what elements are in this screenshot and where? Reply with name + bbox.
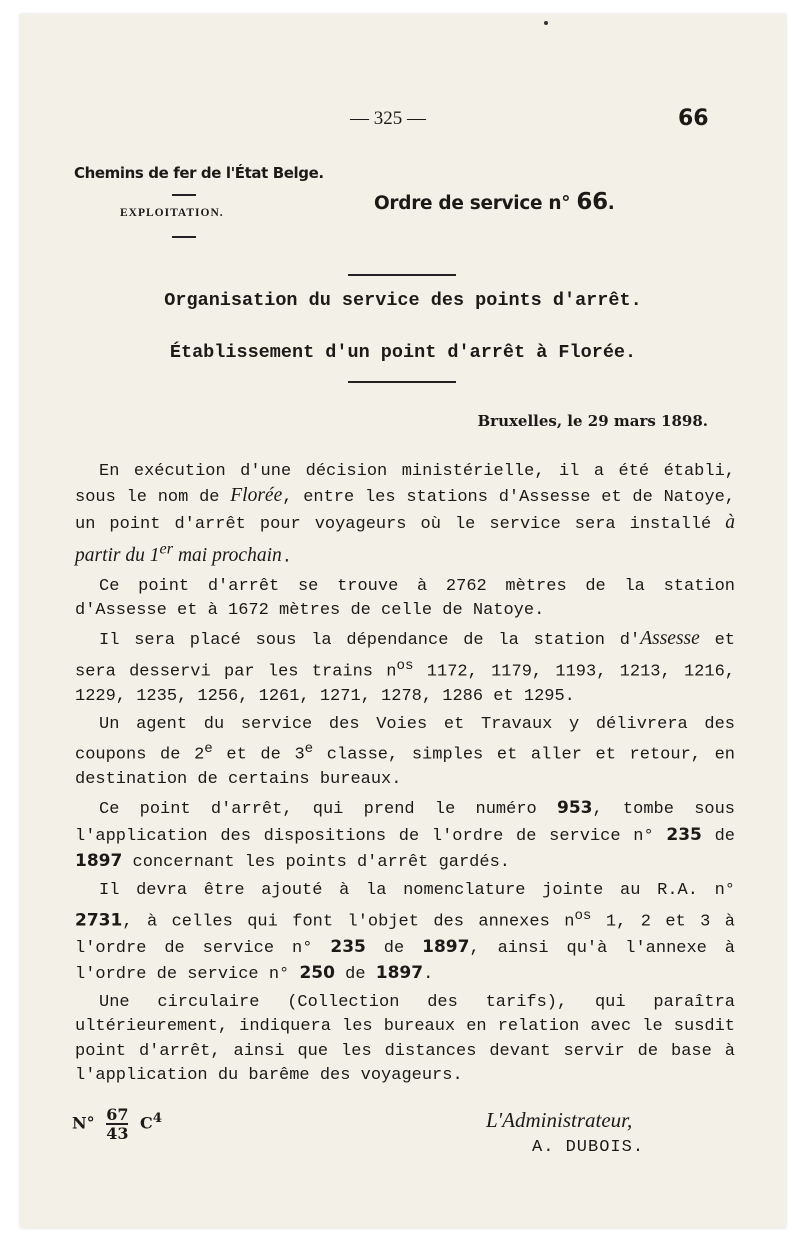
- bold-number: 953: [556, 798, 593, 819]
- paragraph: [75, 713, 735, 793]
- signature-title: L'Administrateur,: [486, 1108, 633, 1132]
- document-body: [75, 460, 735, 1092]
- text-run: , ainsi qu'à l'annexe à l'ordre de service n°: [75, 938, 736, 984]
- title-rule-top: [348, 274, 456, 276]
- bold-number: 1897: [375, 962, 424, 983]
- place-name: Florée: [230, 485, 283, 507]
- text-run: Il devra être ajouté à la nomenclature jointe au R.A. n°: [99, 881, 735, 901]
- place-name: Assesse: [640, 628, 700, 650]
- order-heading: [374, 189, 615, 215]
- railway-name: Chemins de fer de l'État Belge.: [74, 164, 324, 182]
- bold-number: 235: [330, 936, 366, 957]
- text-run: à partir du 1: [75, 511, 735, 567]
- text-run: et de 3: [212, 745, 305, 765]
- text-run: , entre les stations d'Assesse et de Natoye, un point d'arrêt pour voyageurs où le service sera installé: [75, 488, 735, 534]
- paragraph: [75, 796, 735, 875]
- superscript: os: [396, 657, 414, 674]
- number-label: N°: [72, 1113, 95, 1133]
- title-line-1: Organisation du service des points d'arrêt.: [164, 290, 642, 311]
- text-run: de: [701, 826, 736, 846]
- paragraph: Une circulaire (Collection des tarifs), qui paraîtra ultérieurement, indiquera les bureaux en relation avec le susdit point d'arrêt, ainsi que les distances devant servir de base à l'application du barême des voyageurs.: [75, 993, 735, 1085]
- order-prefix: Ordre de service n°: [374, 193, 571, 214]
- text-run: Il sera placé sous la dépendance de la station d': [99, 631, 641, 651]
- text-run: 1172, 1179, 1193, 1213, 1216, 1229, 1235, 1256, 1261, 1271, 1278, 1286 et 1295.: [75, 662, 735, 706]
- text-run: mai prochain: [173, 545, 282, 567]
- bold-number: 1897: [75, 850, 123, 871]
- bold-number: 1897: [422, 936, 470, 957]
- ink-speck: [544, 21, 548, 25]
- page-number: — 325 —: [350, 108, 426, 129]
- text-run: Un agent du service des Voies et Travaux y délivrera des coupons de 2: [75, 714, 735, 765]
- document-page: [20, 14, 786, 1228]
- text-run: .: [281, 548, 292, 568]
- superscript: 4: [152, 1110, 163, 1127]
- reference-number: [72, 1106, 162, 1142]
- divider: [172, 194, 196, 196]
- bold-number: 2731: [75, 910, 123, 931]
- order-number: 66: [576, 189, 608, 215]
- signature-name: A. DUBOIS.: [532, 1138, 645, 1157]
- document-number: 66: [678, 106, 709, 131]
- text-run: de: [334, 964, 376, 984]
- superscript: er: [159, 539, 174, 558]
- department-label: EXPLOITATION.: [120, 207, 224, 219]
- dateline: Bruxelles, le 29 mars 1898.: [477, 412, 708, 430]
- text-run: 1, 2 et 3 à l'ordre de service n°: [75, 912, 735, 958]
- superscript: os: [574, 907, 592, 924]
- title-rule-bottom: [348, 381, 456, 383]
- text-run: En exécution d'une décision ministérielle, il a été établi, sous le nom de: [75, 462, 735, 508]
- text-run: classe, simples et aller et retour, en destination de certains bureaux.: [75, 745, 735, 790]
- paragraph: [75, 627, 735, 709]
- text-run: concernant les points d'arrêt gardés.: [122, 852, 510, 872]
- order-suffix: .: [607, 193, 615, 214]
- title-line-2: Établissement d'un point d'arrêt à Florée.: [169, 342, 637, 363]
- text-run: , tombe sous l'application des dispositions de l'ordre de service n°: [75, 800, 735, 846]
- text-run: de: [365, 938, 423, 958]
- text-run: Ce point d'arrêt, qui prend le numéro: [99, 800, 557, 820]
- text-run: .: [423, 964, 434, 984]
- divider: [172, 236, 196, 238]
- numerator: 67: [106, 1105, 129, 1124]
- paragraph: [75, 460, 735, 571]
- paragraph: [75, 879, 735, 987]
- bold-number: 250: [299, 962, 335, 983]
- superscript: e: [304, 741, 314, 758]
- fraction: [106, 1106, 128, 1142]
- bold-number: 235: [666, 824, 702, 845]
- reference-suffix: C: [140, 1113, 153, 1133]
- text-run: , à celles qui font l'objet des annexes n: [122, 912, 575, 932]
- superscript: e: [204, 741, 213, 758]
- text-run: et sera desservi par les trains n: [75, 631, 735, 682]
- paragraph: Ce point d'arrêt se trouve à 2762 mètres de la station d'Assesse et à 1672 mètres de celle de Natoye.: [75, 576, 735, 620]
- denominator: 43: [106, 1124, 129, 1143]
